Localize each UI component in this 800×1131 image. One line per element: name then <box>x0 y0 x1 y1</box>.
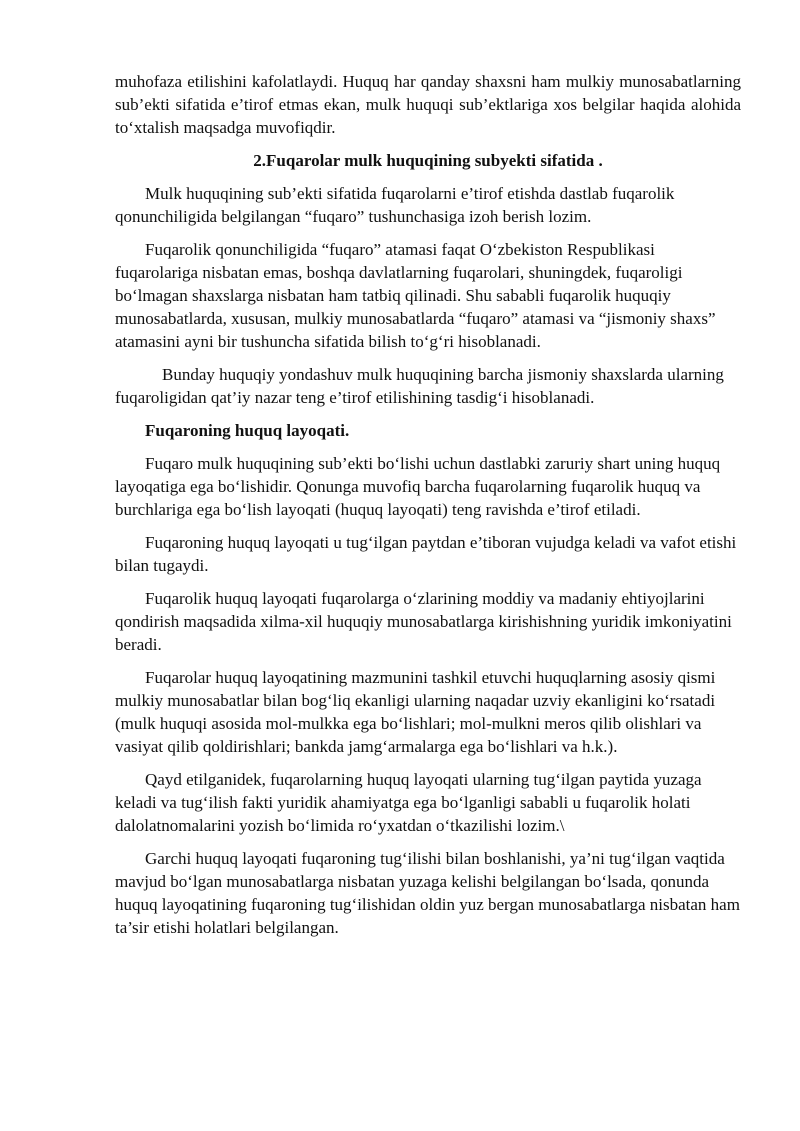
paragraph-capacity-condition: Fuqaro mulk huquqining sub’ekti bo‘lishi uchun dastlabki zaruriy shart uning huquq layoqatiga ega bo‘lishidir. Qonunga muvofiq barcha fuqarolarning fuqarolik huquq va burchlariga ega bo‘lish layoqati (huquq layoqati) teng ravishda e’tirof etiladi. <box>115 454 721 519</box>
paragraph-capacity-content: Fuqarolar huquq layoqatining mazmunini tashkil etuvchi huquqlarning asosiy qismi mulkiy munosabatlar bilan bog‘liq ekanligi ularning naqadar uzviy ekanligini ko‘rsatadi (mulk huquqi asosida mol-mulkka ega bo‘lishlari; mol-mulkni meros qilib olishlari va vasiyat qilib qoldirishlari; bankda jamg‘armalarga ega bo‘lishlari va h.k.). <box>115 668 716 756</box>
paragraph-capacity-start: Fuqaroning huquq layoqati u tug‘ilgan paytdan e’tiboran vujudga keladi va vafot etishi bilan tugaydi. <box>115 533 737 575</box>
paragraph-fuqaro-term: Fuqarolik qonunchiligida “fuqaro” atamasi faqat O‘zbekiston Respublikasi fuqarolariga nisbatan emas, boshqa davlatlarning fuqarolari, shuningdek, fuqaroligi bo‘lmagan shaxslarga nisbatan ham tatbiq qilinadi. Shu sababli fuqarolik huquqiy munosabatlarda, xususan, mulkiy munosabatlarda “fuqaro” atamasi va “jismoniy shaxs” atamasini ayni bir tushuncha sifatida bilish to‘g‘ri hisoblanadi. <box>115 240 716 351</box>
paragraph-registration: Qayd etilganidek, fuqarolarning huquq layoqati ularning tug‘ilgan paytida yuzaga keladi va tug‘ilish fakti yuridik ahamiyatga ega bo‘lganligi sababli u fuqarolik holati dalolatnomalarini yozish bo‘limida ro‘yxatdan o‘tkazilishi lozim.\ <box>115 770 702 835</box>
paragraph-before-birth: Garchi huquq layoqati fuqaroning tug‘ilishi bilan boshlanishi, ya’ni tug‘ilgan vaqtida mavjud bo‘lgan munosabatlarga nisbatan yuzaga kelishi belgilangan bo‘lsada, qonunda huquq layoqatining fuqaroning tug‘ilishidan oldin yuz bergan munosabatlarga nisbatan ham ta’sir etishi holatlari belgilangan. <box>115 849 740 937</box>
paragraph-capacity-opportunity: Fuqarolik huquq layoqati fuqarolarga o‘zlarining moddiy va madaniy ehtiyojlarini qondirish maqsadida xilma-xil huquqiy munosabatlarga kirishishning yuridik imkoniyatini beradi. <box>115 589 732 654</box>
subheading-legal-capacity: Fuqaroning huquq layoqati. <box>145 421 350 440</box>
document-page <box>115 70 741 949</box>
paragraph-fuqaro-concept: Mulk huquqining sub’ekti sifatida fuqarolarni e’tirof etishda dastlab fuqarolik qonunchiligida belgilangan “fuqaro” tushunchasiga izoh berish lozim. <box>115 184 675 226</box>
paragraph-intro: muhofaza etilishini kafolatlaydi. Huquq har qanday shaxsni ham mulkiy munosabatlarning sub’ekti sifatida e’tirof etmas ekan, mulk huquqi sub’ektlariga xos belgilar haqida alohida to‘xtalish maqsadga muvofiqdir. <box>115 72 741 137</box>
paragraph-approach: Bunday huquqiy yondashuv mulk huquqining barcha jismoniy shaxslarda ularning fuqaroligidan qat’iy nazar teng e’tirof etilishining tasdig‘i hisoblanadi. <box>115 365 724 407</box>
section-heading: 2.Fuqarolar mulk huquqining subyekti sifatida . <box>253 151 603 170</box>
